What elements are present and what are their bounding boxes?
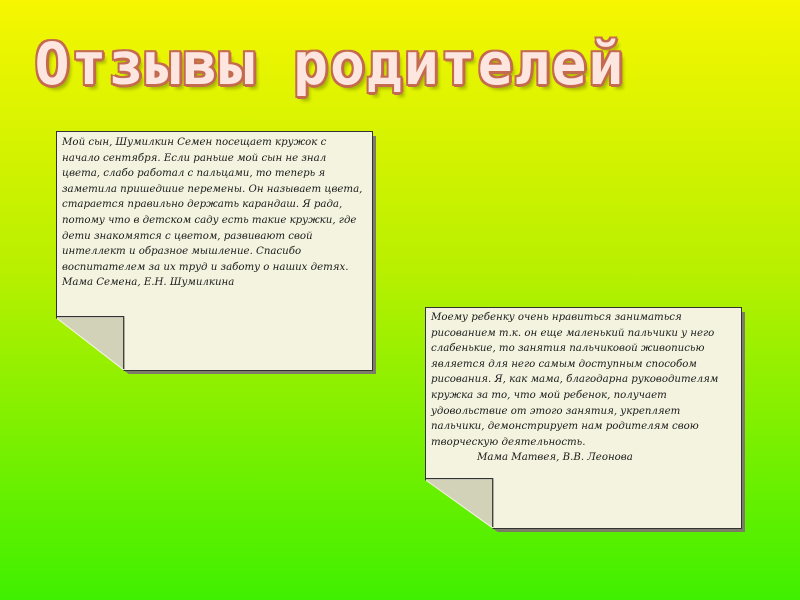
page-title: Отзывы родителей	[34, 30, 626, 98]
review-text-block	[431, 310, 733, 466]
review-signature: Мама Матвея, В.В. Леонова	[477, 452, 633, 464]
review-text-block	[62, 135, 364, 291]
review-text: Мой сын, Шумилкин Семен посещает кружок с начало сентября. Если раньше мой сын не знал цвета, слабо работал с пальцами, то теперь я заметила пришедшие перемены. Он называет цвета, старается правильно держать карандаш. Я рада, потому что в детском саду есть такие кружки, где дети знакомятся с цветом, развивают свой интеллект и образное мышление. Спасибо воспитателем за их труд и заботу о наших детях.	[62, 137, 363, 273]
review-text: Моему ребенку очень нравиться заниматься рисованием т.к. он еще маленький пальчики у него слабенькие, то занятия пальчиковой живописью является для него самым доступным способом рисования. Я, как мама, благодарна руководителям кружка за то, что мой ребенок, получает удовольствие от этого занятия, укрепляет пальчики, демонстрирует нам родителям свою творческую деятельность.	[431, 312, 719, 448]
review-signature: Мама Семена, Е.Н. Шумилкина	[62, 277, 235, 289]
